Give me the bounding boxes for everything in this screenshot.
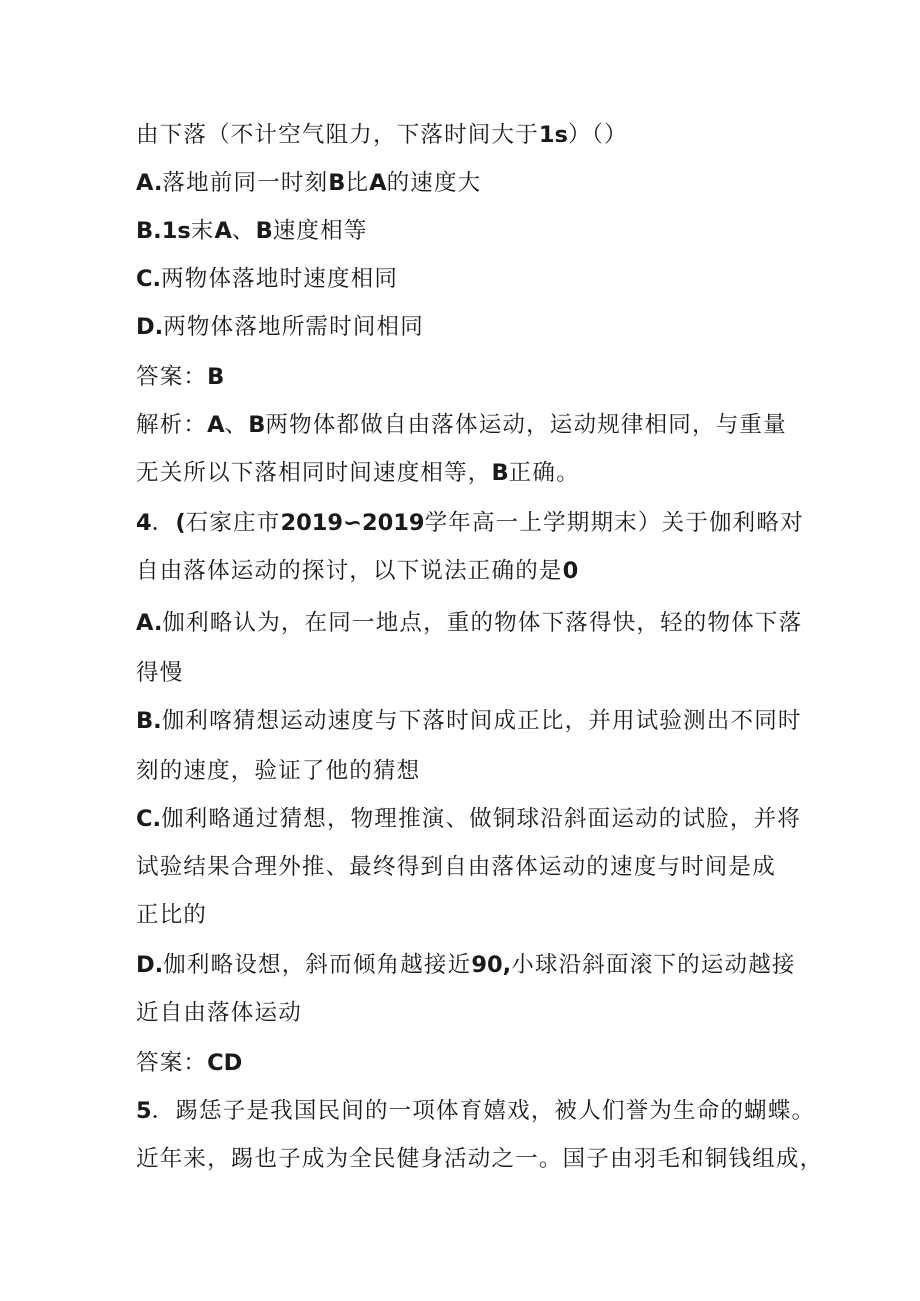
question-5-line-1: 5．踢恁子是我国民间的一项体育嬉戏，被人们誉为生命的蝴蝶。 xyxy=(136,1098,816,1124)
option-b: B.1s末A、B速度相等 xyxy=(136,218,368,244)
question-3-stem-end: 由下落（不计空气阻力，下落时间大于1s）（） xyxy=(136,122,628,148)
question-4-line-1: 4．(石家庄市2019∽2019学年高一上学期期末）关于伽利略对 xyxy=(136,510,804,536)
option-a-line-1: A.伽利略认为，在同一地点，重的物体下落得快，轻的物体下落 xyxy=(136,610,803,636)
option-d: D.两物体落地所需时间相同 xyxy=(136,314,424,340)
question-4-line-2: 自由落体运动的探讨，以下说法正确的是0 xyxy=(136,558,579,584)
option-c-line-3: 正比的 xyxy=(136,902,208,928)
option-b-line-1: B.伽利喀猜想运动速度与下落时间成正比，并用试验测出不同时 xyxy=(136,708,802,734)
option-c-line-2: 试验结果合理外推、最终得到自由落体运动的速度与时间是成 xyxy=(136,854,776,880)
option-b-line-2: 刻的速度，验证了他的猜想 xyxy=(136,758,421,784)
option-a-line-2: 得慢 xyxy=(136,660,184,686)
question-5-line-2: 近年来，踢也子成为全民健身活动之一。国子由羽毛和铜钱组成， xyxy=(136,1146,824,1172)
option-c: C.两物体落地时速度相同 xyxy=(136,266,399,292)
analysis-line-2: 无关所以下落相同时间速度相等，B正确。 xyxy=(136,460,580,486)
option-c-line-1: C.伽利略通过猜想，物理推演、做铜球沿斜面运动的试脸，并将 xyxy=(136,806,801,832)
analysis-line-1: 解析：A、B两物体都做自由落体运动，运动规律相同，与重量 xyxy=(136,412,787,438)
option-d-line-2: 近自由落体运动 xyxy=(136,1000,302,1026)
option-a: A.落地前同一时刻B比A的速度大 xyxy=(136,170,482,196)
answer-line: 答案：B xyxy=(136,364,225,390)
answer-line: 答案：CD xyxy=(136,1050,243,1076)
option-d-line-1: D.伽利略设想，斜而倾角越接近90,小球沿斜面滚下的运动越接 xyxy=(136,952,796,978)
